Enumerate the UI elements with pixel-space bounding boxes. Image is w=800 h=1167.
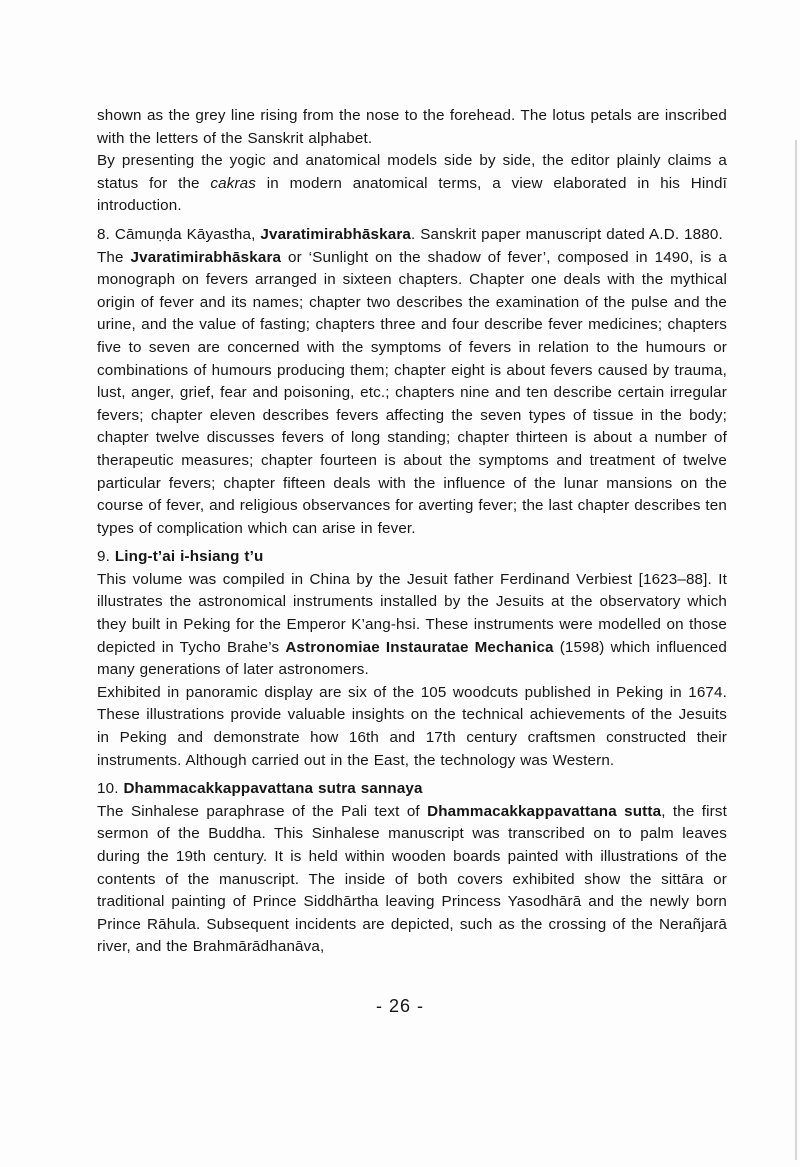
- intro-paragraph-1: shown as the grey line rising from the nose to the forehead. The lotus petals are inscribed with the letters of the Sanskrit alphabet.: [97, 107, 727, 147]
- intro-paragraph-2: By presenting the yogic and anatomical models side by side, the editor plainly claims a status for the cakras in modern anatomical terms, a view elaborated in his Hindī introduction.: [97, 152, 727, 215]
- item-9-body-2: Exhibited in panoramic display are six of the 105 woodcuts published in Peking in 1674. These illustrations provide valuable insights on the technical achievements of the Jesuits in Peking and demonstrate how 16th and 17th century craftsmen constructed their instruments. Although carried out in the East, the technology was Western.: [97, 683, 727, 769]
- item-8-heading: 8. Cāmuṇḍa Kāyastha, Jvaratimirabhāskara. Sanskrit paper manuscript dated A.D. 1880.: [97, 225, 723, 243]
- item-8-body: The Jvaratimirabhāskara or ‘Sunlight on the shadow of fever’, composed in 1490, is a monograph on fevers arranged in sixteen chapters. Chapter one deals with the mythical origin of fever and its names; chapter two describes the examination of the pulse and the urine, and the value of fasting; chapters three and four describe fever medicines; chapters five to seven are concerned with the symptoms of fevers in relation to the humours or combinations of humours producing them; chapter eight is about fevers caused by trauma, lust, anger, grief, fear and poisoning, etc.; chapters nine and ten describe certain irregular fevers; chapter eleven describes fevers affecting the seven types of tissue in the body; chapter twelve discusses fevers of long standing; chapter thirteen is about a number of therapeutic measures; chapter fourteen is about the symptoms and treatment of twelve particular fevers; chapter fifteen deals with the influence of the lunar mansions on the course of fever, and religious observances for averting fever; the last chapter describes ten types of complication which can arise in fever.: [97, 248, 727, 537]
- item-10-body: The Sinhalese paraphrase of the Pali text of Dhammacakkappavattana sutta, the first sermon of the Buddha. This Sinhalese manuscript was transcribed on to palm leaves during the 19th century. It is held within wooden boards painted with illustrations of the contents of the manuscript. The inside of both covers exhibited show the sittāra or traditional painting of Prince Siddhārtha leaving Princess Yasodhārā and the newly born Prince Rāhula. Subsequent incidents are depicted, such as the crossing of the Nerañjarā river, and the Brahmārādhanāva,: [97, 802, 728, 956]
- item-9-book-title: Astronomiae Instauratae Mechanica: [285, 638, 554, 656]
- item-10-body-title: Dhammacakkappavattana sutta: [427, 802, 662, 820]
- item-8-title: Jvaratimirabhāskara: [260, 225, 411, 243]
- item-9-heading: 9. Ling-t’ai i-hsiang t’u: [97, 548, 264, 566]
- item-9-body-1: This volume was compiled in China by the Jesuit father Ferdinand Verbiest [1623–88]. It illustrates the astronomical instruments installed by the Jesuits at the observatory which they built in Peking for the Emperor K’ang-hsi. These instruments were modelled on those depicted in Tycho Brahe’s Astronomiae Instauratae Mechanica (1598) which influenced many generations of later astronomers.: [97, 570, 727, 679]
- item-8-body-title: Jvaratimirabhāskara: [130, 248, 282, 266]
- item-10-heading: 10. Dhammacakkappavattana sutra sannaya: [97, 780, 423, 798]
- item-9-title: Ling-t’ai i-hsiang t’u: [114, 548, 264, 566]
- body-text: [97, 105, 727, 959]
- page-number: - 26 -: [375, 996, 424, 1016]
- cakras-term: cakras: [210, 174, 257, 192]
- item-10-title: Dhammacakkappavattana sutra sannaya: [123, 780, 423, 798]
